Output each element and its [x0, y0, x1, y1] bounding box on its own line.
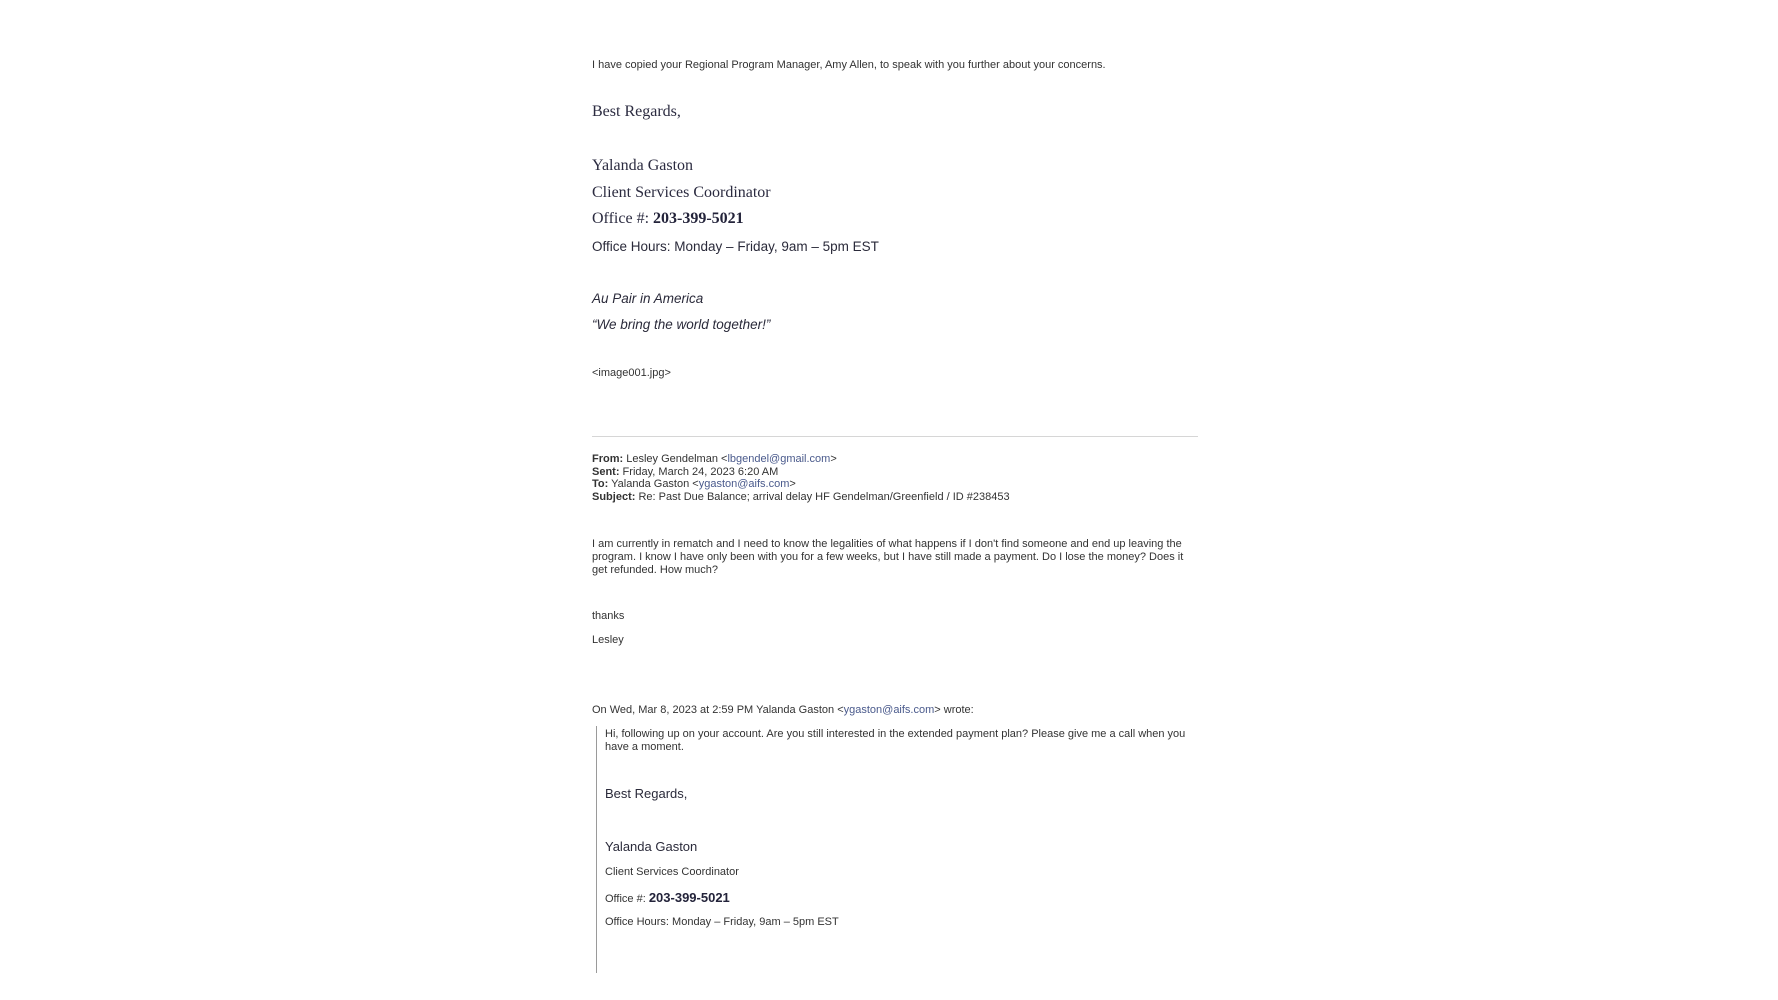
attribution-suffix: > wrote:: [934, 704, 974, 716]
from-label: From:: [592, 453, 624, 465]
quote-bar: [596, 726, 597, 973]
header-from: [592, 453, 837, 466]
to-label: To:: [592, 478, 609, 490]
sent-label: Sent:: [592, 466, 620, 478]
subject-value: Re: Past Due Balance; arrival delay HF Gendelman/Greenfield / ID #238453: [635, 491, 1010, 503]
quoted-signature-name: Yalanda Gaston: [605, 839, 698, 854]
company-tagline: “We bring the world together!”: [592, 317, 771, 332]
quoted-signature-title: Client Services Coordinator: [605, 866, 739, 878]
message-thanks: thanks: [592, 610, 625, 622]
from-close: >: [830, 453, 837, 465]
quoted-closing: Best Regards,: [605, 786, 688, 801]
office-hours: Office Hours: Monday – Friday, 9am – 5pm EST: [592, 239, 879, 254]
sent-value: Friday, March 24, 2023 6:20 AM: [619, 466, 779, 478]
image-placeholder: <image001.jpg>: [592, 367, 671, 379]
message-signoff: Lesley: [592, 634, 624, 646]
message-paragraph: I am currently in rematch and I need to know the legalities of what happens if I don't find someone and end up leaving the program. I know I have only been with you for a few weeks, but I have still made a payment. Do I lose the money? Does it get refunded. How much?: [592, 538, 1184, 576]
quoted-office-label: Office #:: [605, 893, 649, 905]
header-subject: [592, 491, 1010, 504]
quoted-paragraph: Hi, following up on your account. Are you still interested in the extended payment plan? Please give me a call when you have a moment.: [605, 728, 1186, 753]
to-email-link[interactable]: ygaston@aifs.com: [698, 478, 790, 490]
signature-title: Client Services Coordinator: [592, 184, 771, 201]
subject-label: Subject:: [592, 491, 636, 503]
intro-line: I have copied your Regional Program Manager, Amy Allen, to speak with you further about your concerns.: [592, 59, 1106, 71]
quote-attribution: [592, 704, 974, 717]
office-phone: 203-399-5021: [653, 210, 744, 227]
quoted-office: [605, 889, 730, 907]
company-name: Au Pair in America: [592, 291, 704, 306]
quoted-office-hours: Office Hours: Monday – Friday, 9am – 5pm EST: [605, 916, 839, 928]
quoted-office-phone: 203-399-5021: [648, 890, 730, 905]
to-close: >: [789, 478, 796, 490]
attribution-email-link[interactable]: ygaston@aifs.com: [843, 704, 935, 716]
office-label: Office #:: [592, 210, 654, 227]
message-divider: [592, 436, 1198, 437]
signature-name: Yalanda Gaston: [592, 157, 694, 174]
from-name: Lesley Gendelman <: [623, 453, 728, 465]
closing-text: Best Regards,: [592, 103, 681, 120]
to-name: Yalanda Gaston <: [608, 478, 699, 490]
signature-office: [592, 210, 744, 228]
attribution-prefix: On Wed, Mar 8, 2023 at 2:59 PM Yalanda Gaston <: [592, 704, 844, 716]
header-to: [592, 478, 796, 491]
from-email-link[interactable]: lbgendel@gmail.com: [727, 453, 831, 465]
